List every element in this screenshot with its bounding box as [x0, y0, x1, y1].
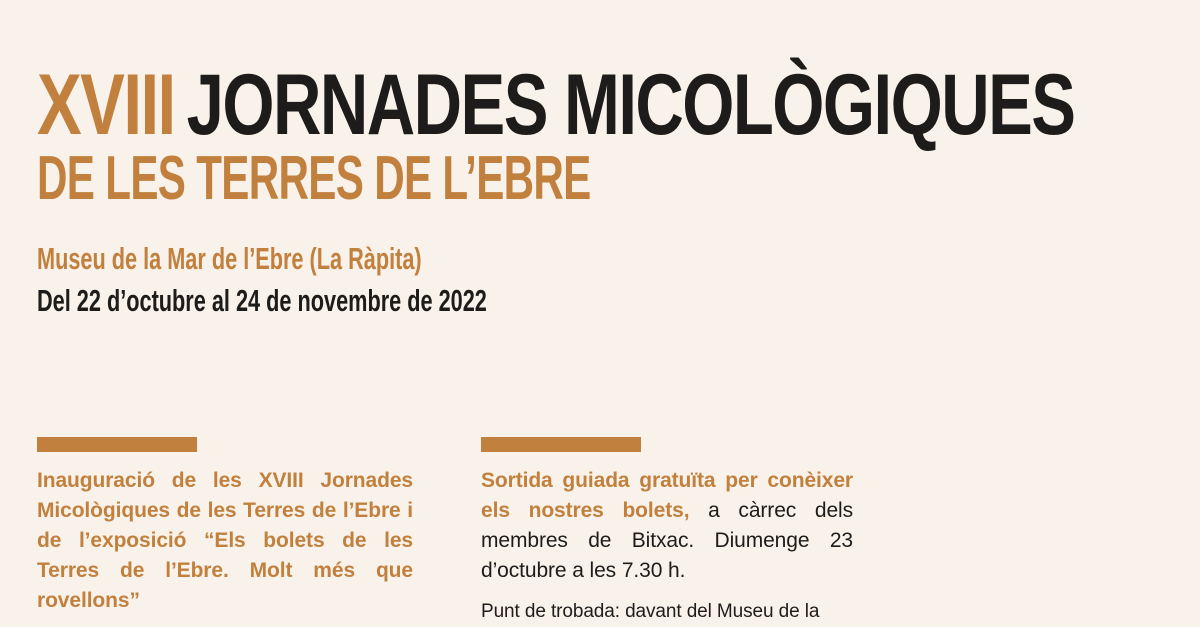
dates-text: Del 22 d’octubre al 24 de novembre de 2022 [37, 283, 487, 318]
page-title-line2: DE LES TERRES DE L’EBRE [37, 144, 591, 213]
inauguration-heading: Inauguració de les XVIII Jornades Micològiques de les Terres de l’Ebre i de l’exposició “Els bolets de les Terres de l’Ebre. Molt més que rovellons” [37, 469, 413, 612]
guided-tour-body: a càrrec dels membres de Bitxac. Diumenge 23 d’octubre a les 7.30 h. [481, 499, 853, 582]
title-main-text: JORNADES MICOLÒGIQUES [186, 57, 1075, 153]
guided-tour-paragraph [481, 466, 853, 586]
section-divider-bar [481, 437, 641, 452]
guided-tour-lead: Sortida guiada gratuïta per conèixer els nostres bolets, [481, 469, 853, 522]
page-title [37, 57, 1075, 153]
title-edition-number: XVIII [37, 57, 175, 153]
section-inauguration [37, 437, 413, 616]
meeting-point-text: Punt de trobada: davant del Museu de la [481, 601, 820, 622]
venue-text: Museu de la Mar de l’Ebre (La Ràpita) [37, 241, 422, 276]
section-divider-bar [37, 437, 197, 452]
section-guided-tour [481, 437, 853, 625]
